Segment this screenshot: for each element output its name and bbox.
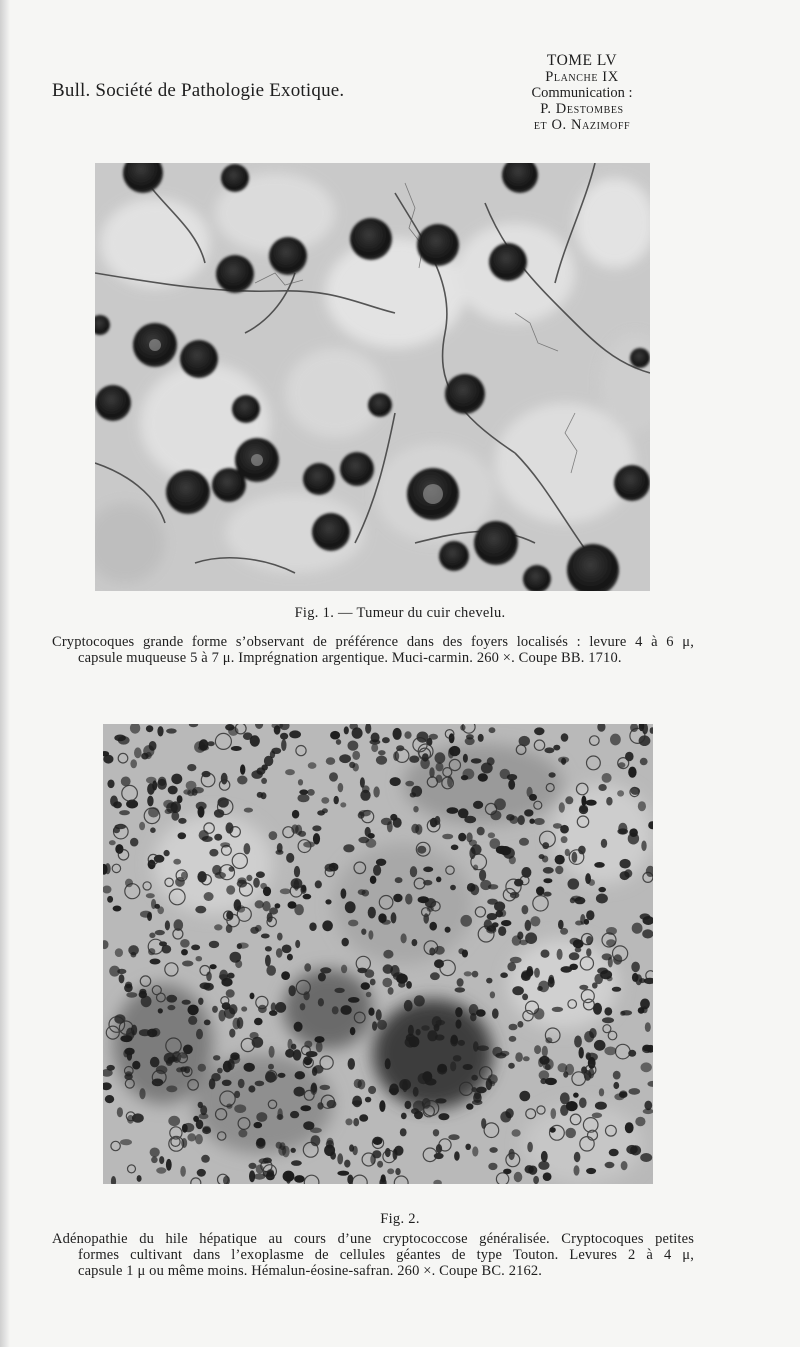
plate-info xyxy=(472,53,692,133)
figure-1-title: Fig. 1. — Tumeur du cuir chevelu. xyxy=(294,605,506,621)
tome-label: TOME LV xyxy=(546,52,618,69)
figure-2-caption-line-1: Adénopathie du hile hépatique au cours d’une cryptococcose généralisée. Cryptocoques petites xyxy=(52,1231,694,1247)
figure-1-caption-line-1: Cryptocoques grande forme s’observant de préférence dans des foyers localisés : levure 4 à 6 μ, xyxy=(52,634,694,650)
author-nazimoff: et O. Nazimoff xyxy=(533,117,631,133)
figure-2-caption-line-3: capsule 1 μ ou même moins. Hémalun-éosine-safran. 260 ×. Coupe BC. 2162. xyxy=(78,1263,543,1279)
planche-label: Planche IX xyxy=(545,69,619,85)
page-edge-shadow xyxy=(0,0,10,1347)
figure-2-micrograph xyxy=(103,724,653,1184)
figure-1-micrograph xyxy=(95,163,650,591)
author-destombes: P. Destombes xyxy=(540,101,624,117)
figure-1-caption xyxy=(52,634,694,666)
journal-title: Bull. Société de Pathologie Exotique. xyxy=(52,80,345,101)
figure-2-caption xyxy=(52,1231,694,1279)
figure-1-caption-line-2: capsule muqueuse 5 à 7 μ. Imprégnation argentique. Muci-carmin. 260 ×. Coupe BB. 1710. xyxy=(78,650,622,666)
figure-2-title: Fig. 2. xyxy=(380,1211,420,1227)
figure-2-caption-line-2: formes cultivant dans l’exoplasme de cellules géantes de type Touton. Levures 2 à 4 μ, xyxy=(78,1247,694,1263)
communication-label: Communication : xyxy=(531,85,633,101)
